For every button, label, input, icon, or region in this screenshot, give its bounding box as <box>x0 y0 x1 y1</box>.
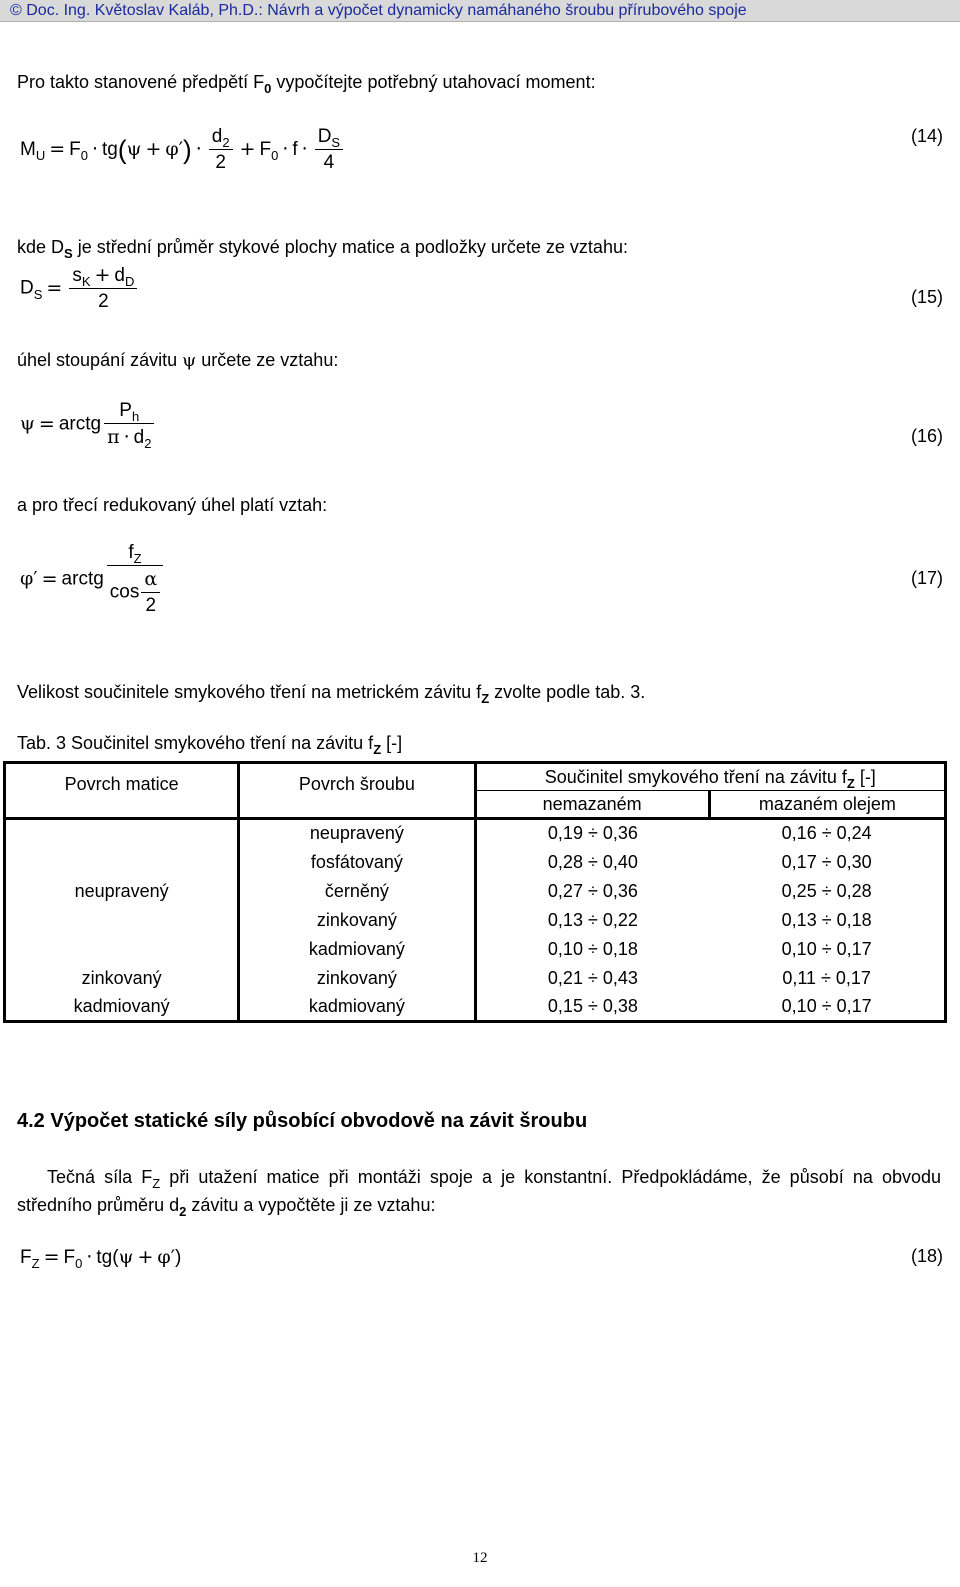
header-title: : Návrh a výpočet dynamicky namáhaného šroubu přírubového spoje <box>258 2 747 19</box>
nut-group-untreated: neupravený <box>5 819 239 964</box>
friction-table <box>3 761 947 1023</box>
paragraph-phi: a pro třecí redukovaný úhel platí vztah: <box>17 495 328 515</box>
header-nut-surface: Povrch matice <box>5 763 239 819</box>
table-cell-bolt: fosfátovaný <box>239 848 475 877</box>
equation-number-14: (14) <box>910 126 943 146</box>
section-heading: 4.2 Výpočet statické síly působící obvodově na závit šroubu <box>17 1110 588 1132</box>
table-cell-dry: 0,21 ÷ 0,43 <box>475 964 709 993</box>
table-cell-oil: 0,13 ÷ 0,18 <box>709 906 945 935</box>
equation-number-17: (17) <box>910 568 943 588</box>
paragraph-tangential-force: Tečná síla $F_Z$ při utažení matice při montáži spoje a je konstantní. Předpokládáme, že působí na obvodu středního průměru $d_2$ závitu a vypočtěte ji ze vztahu: <box>17 1167 941 1219</box>
table-cell-bolt: zinkovaný <box>239 906 475 935</box>
table-cell-oil: 0,10 ÷ 0,17 <box>709 935 945 964</box>
equation-number-15: (15) <box>910 287 943 307</box>
table-cell-bolt: neupravený <box>239 819 475 848</box>
page-number: 12 <box>472 1550 488 1566</box>
paragraph-fz: Velikost součinitele smykového tření na metrickém závitu $f_Z$ zvolte podle tab. 3. <box>17 682 646 706</box>
table-cell-dry: 0,13 ÷ 0,22 <box>475 906 709 935</box>
header-author: © Doc. Ing. Květoslav Kaláb, Ph.D. <box>10 2 259 19</box>
table-cell-bolt: zinkovaný <box>239 964 475 993</box>
equation-17: φ′ = arctg $f_Z$ cos $\frac{\alpha}{2}$ <box>20 542 166 617</box>
page-header <box>0 0 960 22</box>
table-cell-nut: zinkovaný <box>5 964 239 993</box>
equation-15: $D_S$ = $\frac{s_K + d_D}{2}$ <box>20 264 140 313</box>
table-caption: Tab. 3 Součinitel smykového tření na závitu $f_Z$ [-] <box>17 733 403 757</box>
table-cell-nut: kadmiovaný <box>5 993 239 1022</box>
table-cell-dry: 0,15 ÷ 0,38 <box>475 993 709 1022</box>
header-oiled: mazaném olejem <box>709 791 945 819</box>
paragraph-psi: úhel stoupání závitu ψ určete ze vztahu: <box>17 350 339 371</box>
table-cell-oil: 0,11 ÷ 0,17 <box>709 964 945 993</box>
table-cell-oil: 0,17 ÷ 0,30 <box>709 848 945 877</box>
table-cell-oil: 0,10 ÷ 0,17 <box>709 993 945 1022</box>
table-cell-dry: 0,19 ÷ 0,36 <box>475 819 709 848</box>
equation-number-16: (16) <box>910 426 943 446</box>
equation-number-18: (18) <box>910 1246 943 1266</box>
paragraph-preload: Pro takto stanovené předpětí $F_0$ vypočítejte potřebný utahovací moment: <box>17 72 596 96</box>
header-bolt-surface: Povrch šroubu <box>239 763 475 819</box>
table-cell-dry: 0,28 ÷ 0,40 <box>475 848 709 877</box>
table-cell-dry: 0,27 ÷ 0,36 <box>475 877 709 906</box>
header-dry: nemazaném <box>475 791 709 819</box>
equation-18: $F_Z = F_0 \cdot tg(\psi + \varphi')$ <box>20 1246 182 1271</box>
equation-16: ψ = arctg $\frac{P_h}{\pi \cdot d_2}$ <box>20 400 157 449</box>
equation-14: $M_U = F_0 \cdot tg(\psi + \varphi')$ · $\frac{d_2}{2}$ + $F_0 \cdot f$ · $\frac{D_S}{4}$ <box>20 126 346 174</box>
header-friction-coef: Součinitel smykového tření na závitu $f_Z$ [-] <box>475 763 945 791</box>
table-cell-bolt: kadmiovaný <box>239 993 475 1022</box>
table-cell-dry: 0,10 ÷ 0,18 <box>475 935 709 964</box>
table-cell-bolt: kadmiovaný <box>239 935 475 964</box>
table-cell-bolt: černěný <box>239 877 475 906</box>
table-cell-oil: 0,16 ÷ 0,24 <box>709 819 945 848</box>
paragraph-ds: kde $D_S$ je střední průměr stykové plochy matice a podložky určete ze vztahu: <box>17 237 628 261</box>
table-cell-oil: 0,25 ÷ 0,28 <box>709 877 945 906</box>
